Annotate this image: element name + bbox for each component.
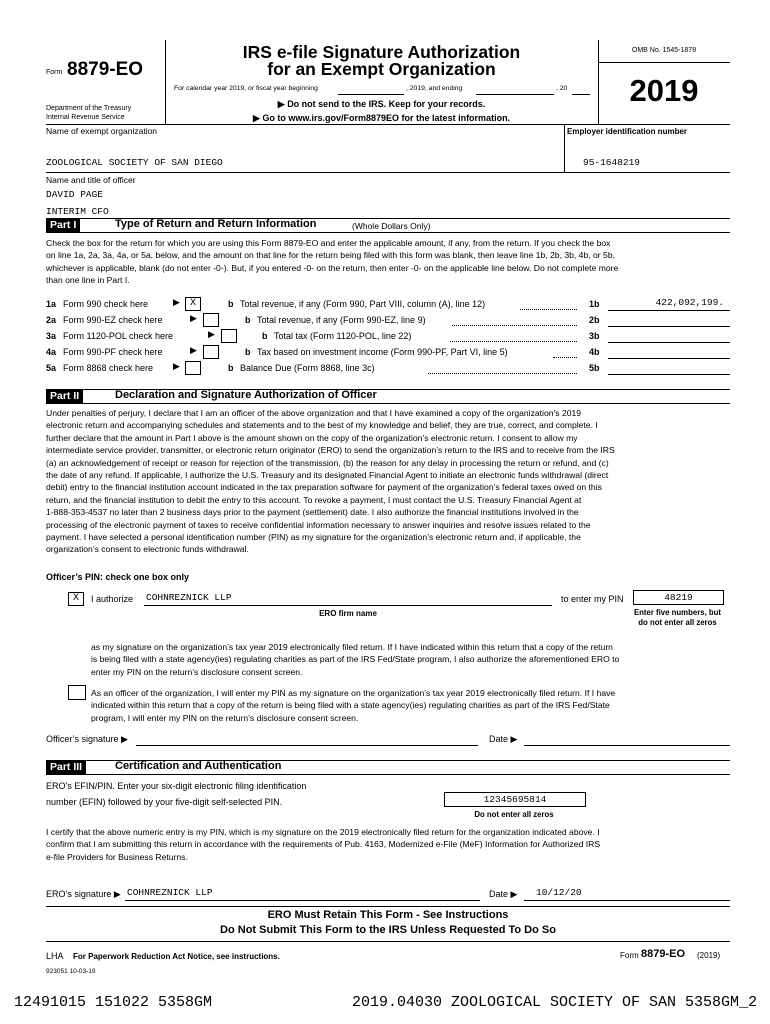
submit-notice: Do Not Submit This Form to the IRS Unless Requested To Do So bbox=[220, 924, 556, 936]
officer-signature-field[interactable] bbox=[136, 745, 478, 746]
authorize-label: I authorize bbox=[91, 594, 134, 604]
part1-label: Part I bbox=[46, 218, 80, 232]
form-8868-checkbox[interactable] bbox=[185, 361, 201, 375]
footer-form-year: (2019) bbox=[697, 951, 721, 960]
form-title-line2: for an Exempt Organization bbox=[267, 59, 496, 79]
ero-firm-name-label: ERO firm name bbox=[319, 609, 377, 618]
processing-stamp-right: 2019.04030 ZOOLOGICAL SOCIETY OF SAN 5358GM_2 bbox=[352, 994, 758, 1011]
calendar-twenty-label: , 20 bbox=[556, 85, 568, 92]
officer-pin: 48219 bbox=[664, 592, 693, 603]
part2-title: Declaration and Signature Authorization of Officer bbox=[115, 389, 377, 401]
officer-date-field[interactable] bbox=[524, 745, 730, 746]
website-notice: ▶ Go to www.irs.gov/Form8879EO for the latest information. bbox=[252, 113, 511, 123]
officer-label: Name and title of officer bbox=[46, 175, 136, 185]
officer-title[interactable]: INTERIM CFO bbox=[46, 206, 109, 217]
part2-declaration: Under penalties of perjury, I declare that I am an officer of the above organization and that I have examined a copy of the organization’s 2019 electronic return and accompanying schedules and statements and to the best of my knowledge and belief, they are true, correct, and complete. I further declare that the amount in Part I above is the amount shown on the copy of the organization’s electronic return. I consent to allow my intermediate service provider, transmitter, or electronic return originator (ERO) to send the organization’s return to the IRS and to receive from the IRS (a) an acknowledgement of receipt or reason for rejection of the transmission, (b) the reason for any delay in processing the return or refund, and (c) the date of any refund. If applicable, I authorize the U.S. Treasury and its designated Financial Agent to initiate an electronic funds withdrawal (direct debit) entry to the financial institution account indicated in the tax preparation software for payment of the organization’s federal taxes owed on this return, and the financial institution to debit the entry to this account. To revoke a payment, I must contact the U.S. Treasury Financial Agent at 1-888-353-4537 no later than 2 business days prior to the payment (settlement) date. I also authorize the financial institutions involved in the processing of the electronic payment of taxes to receive confidential information necessary to answer inquiries and resolve issues related to the payment. I have selected a personal identification number (PIN) as my signature for the organization’s electronic return and, if applicable, the organization’s consent to electronic funds withdrawal. bbox=[46, 408, 615, 555]
ero-authorization-text: as my signature on the organization’s tax year 2019 electronically filed return. If I have indicated within this return that a copy of the return is being filed with a state agency(ies) regulating charities as part of the IRS Fed/State program, I also authorize the aforementioned ERO to enter my PIN on the return’s disclosure consent screen. bbox=[91, 642, 620, 677]
part3-title: Certification and Authentication bbox=[115, 760, 282, 772]
form-990ez-checkbox[interactable] bbox=[203, 313, 219, 327]
do-not-send-notice: ▶ Do not send to the IRS. Keep for your records. bbox=[277, 99, 486, 109]
department: Department of the Treasury bbox=[46, 105, 132, 112]
pin-note-2: do not enter all zeros bbox=[638, 618, 717, 627]
efin-note: Do not enter all zeros bbox=[474, 810, 554, 819]
fiscal-begin-field[interactable] bbox=[338, 94, 404, 95]
officer-pin-box[interactable] bbox=[633, 590, 724, 605]
part3-label: Part III bbox=[46, 760, 86, 774]
officer-name[interactable]: DAVID PAGE bbox=[46, 189, 104, 200]
ero-firm-name[interactable]: COHNREZNICK LLP bbox=[146, 592, 232, 603]
calendar-year-label: For calendar year 2019, or fiscal year beginning bbox=[174, 85, 318, 92]
officer-date-label: Date ▶ bbox=[489, 734, 518, 744]
to-enter-pin-label: to enter my PIN bbox=[561, 594, 624, 604]
ero-signature-label: ERO’s signature ▶ bbox=[46, 889, 121, 899]
fiscal-end-year-field[interactable] bbox=[572, 94, 590, 95]
processing-stamp-left: 12491015 151022 5358GM bbox=[14, 994, 213, 1011]
total-revenue-990ez-field[interactable] bbox=[608, 326, 730, 327]
total-tax-1120pol-field[interactable] bbox=[608, 342, 730, 343]
investment-tax-990pf-field[interactable] bbox=[608, 358, 730, 359]
calendar-ending-label: , 2019, and ending bbox=[406, 85, 463, 92]
officer-enter-pin-checkbox[interactable] bbox=[68, 685, 86, 700]
officer-signature-label: Officer’s signature ▶ bbox=[46, 734, 128, 744]
pin-heading: Officer’s PIN: check one box only bbox=[46, 572, 190, 582]
omb-number: OMB No. 1545-1878 bbox=[631, 47, 697, 54]
footer-form-number: 8879-EO bbox=[641, 948, 686, 960]
agency: Internal Revenue Service bbox=[46, 114, 125, 121]
balance-due-8868-field[interactable] bbox=[608, 374, 730, 375]
footer-form-prefix: Form bbox=[620, 951, 639, 960]
form-990-checkbox[interactable]: X bbox=[185, 297, 201, 311]
efin-instruction-1: ERO’s EFIN/PIN. Enter your six-digit electronic filing identification bbox=[46, 781, 307, 791]
ero-date-label: Date ▶ bbox=[489, 889, 518, 899]
fiscal-end-field[interactable] bbox=[476, 94, 554, 95]
pin-note-1: Enter five numbers, but bbox=[633, 608, 722, 617]
efin-pin: 12345695814 bbox=[483, 794, 547, 805]
efin-instruction-2: number (EFIN) followed by your five-digit self-selected PIN. bbox=[46, 797, 283, 807]
org-name-label: Name of exempt organization bbox=[46, 126, 158, 136]
part2-label: Part II bbox=[46, 389, 83, 403]
officer-pin-text: As an officer of the organization, I will enter my PIN as my signature on the organization’s tax year 2019 electronically filed return. If I have indicated within this return that a copy of the return is being filed with a state agency(ies) regulating charities as part of the IRS Fed/State program, I will enter my PIN on the return’s disclosure consent screen. bbox=[91, 688, 616, 723]
ero-date[interactable]: 10/12/20 bbox=[536, 887, 582, 898]
form-990pf-checkbox[interactable] bbox=[203, 345, 219, 359]
ein-value[interactable]: 95-1648219 bbox=[583, 157, 641, 168]
part1-instructions: Check the box for the return for which you are using this Form 8879-EO and enter the applicable amount, if any, from the return. If you check the box on line 1a, 2a, 3a, 4a, or 5a, below, and the amount on that line for the return being filed with this form was blank, then leave line 1b, 2b, 3b, 4b, or 5b, whichever is applicable, blank (do not enter -0-). But, if you entered -0- on the return, then enter -0- on the applicable line below. Do not complete more than one line in Part I. bbox=[46, 238, 619, 286]
total-revenue-990[interactable]: 422,092,199. bbox=[655, 297, 724, 308]
retain-notice: ERO Must Retain This Form - See Instructions bbox=[267, 909, 509, 921]
org-name[interactable]: ZOOLOGICAL SOCIETY OF SAN DIEGO bbox=[46, 157, 223, 168]
efin-pin-box[interactable] bbox=[444, 792, 586, 807]
part1-subtitle: (Whole Dollars Only) bbox=[352, 221, 431, 231]
lha-label: LHA bbox=[46, 951, 64, 961]
ero-authorize-checkbox[interactable]: X bbox=[68, 592, 84, 606]
form-title-line1: IRS e-file Signature Authorization bbox=[242, 42, 521, 62]
paperwork-notice: For Paperwork Reduction Act Notice, see instructions. bbox=[73, 952, 280, 961]
ero-certification: I certify that the above numeric entry is my PIN, which is my signature on the 2019 electronically filed return for the organization indicated above. I confirm that I am submitting this return in accordance with the requirements of Pub. 4163, Modernized e-File (MeF) Information for Authorized IRS e-file Providers for Business Returns. bbox=[46, 827, 601, 862]
form-prefix: Form bbox=[46, 69, 63, 76]
part1-title: Type of Return and Return Information bbox=[115, 218, 317, 230]
form-number: 8879-EO bbox=[67, 59, 144, 80]
form-1120pol-checkbox[interactable] bbox=[221, 329, 237, 343]
form-code: 923051 10-03-19 bbox=[46, 968, 96, 975]
ero-signature[interactable]: COHNREZNICK LLP bbox=[127, 887, 213, 898]
ein-label: Employer identification number bbox=[567, 127, 688, 136]
tax-year: 2019 bbox=[629, 73, 699, 108]
